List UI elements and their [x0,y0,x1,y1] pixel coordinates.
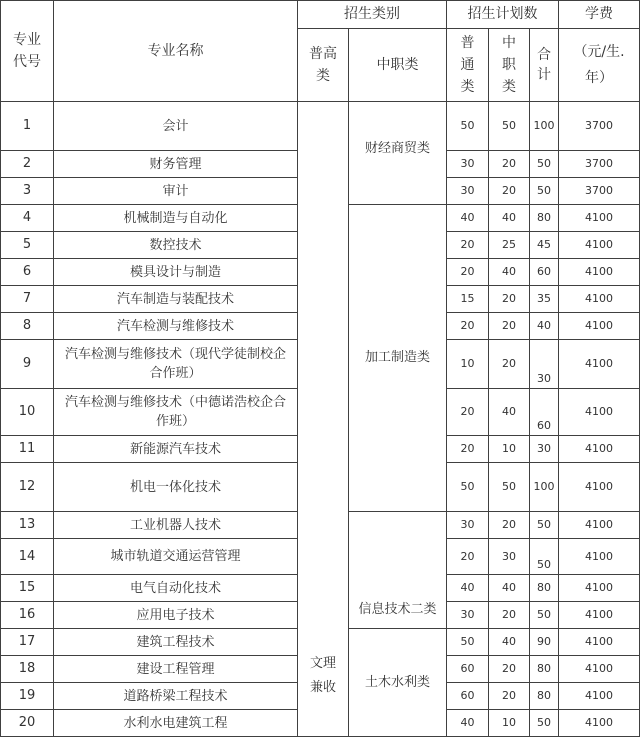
row-major-name [54,463,298,512]
row-plan-general: 60 [447,683,489,710]
row-major-name-text: 新能源汽车技术 [129,441,221,457]
row-plan-total-text: 100 [533,480,555,493]
row-major-name [54,313,298,340]
row-fee: 4100 [559,313,640,340]
col-header-plan-general [447,29,489,102]
col-header-vocational: 中职类 [349,29,447,102]
row-major-name [54,286,298,313]
row-fee: 4100 [559,389,640,436]
row-major-name-text: 电气自动化技术 [129,580,221,596]
row-code: 1 [1,102,54,151]
row-plan-total: 90 [530,629,559,656]
row-fee: 3700 [559,151,640,178]
row-major-name [54,436,298,463]
row-plan-general: 40 [447,710,489,737]
row-plan-total: 80 [530,656,559,683]
row-fee: 4100 [559,602,640,629]
row-fee: 4100 [559,539,640,575]
col-header-code-label: 专业代号 [13,32,41,70]
row-plan-general: 50 [447,463,489,512]
general-category-text: 文理兼收 [309,656,336,695]
row-plan-vocational: 20 [489,683,530,710]
row-plan-general: 20 [447,259,489,286]
row-major-name-text: 汽车检测与维修技术（中德诺浩校企合作班） [64,395,286,429]
row-code: 6 [1,259,54,286]
row-fee: 4100 [559,710,640,737]
row-plan-vocational: 40 [489,259,530,286]
row-major-name [54,656,298,683]
row-plan-vocational: 20 [489,656,530,683]
row-major-name [54,259,298,286]
row-code: 15 [1,575,54,602]
row-major-name-text: 汽车制造与装配技术 [116,291,234,307]
row-plan-general: 10 [447,340,489,389]
row-code: 4 [1,205,54,232]
row-plan-general: 30 [447,512,489,539]
row-plan-general: 60 [447,656,489,683]
row-plan-total: 30 [530,436,559,463]
row-plan-vocational: 40 [489,575,530,602]
row-plan-vocational: 40 [489,389,530,436]
row-plan-vocational: 50 [489,102,530,151]
row-major-name [54,151,298,178]
row-major-name [54,232,298,259]
col-header-plan-general-label: 普通类 [460,35,475,95]
vocational-group-cell: 财经商贸类 [349,102,447,205]
row-major-name-text: 建筑工程技术 [136,634,215,650]
row-plan-vocational: 50 [489,463,530,512]
col-header-fee-unit [559,29,640,102]
row-major-name-text: 建设工程管理 [136,661,215,677]
row-plan-general: 20 [447,436,489,463]
row-plan-total: 60 [530,389,559,436]
row-code: 13 [1,512,54,539]
row-plan-total: 60 [530,259,559,286]
col-header-plan: 招生计划数 [447,1,559,29]
col-header-general-label: 普高类 [309,46,337,84]
row-major-name-text: 财务管理 [149,156,202,172]
row-plan-general: 20 [447,389,489,436]
row-plan-total [530,463,559,512]
row-major-name [54,178,298,205]
row-major-name [54,629,298,656]
col-header-plan-total-label: 合计 [537,47,552,83]
row-code: 12 [1,463,54,512]
row-fee: 3700 [559,102,640,151]
row-plan-total: 35 [530,286,559,313]
vocational-group-cell [349,512,447,629]
row-fee: 4100 [559,232,640,259]
row-code: 5 [1,232,54,259]
col-header-plan-vocational-label: 中职类 [502,35,516,95]
row-plan-vocational: 30 [489,539,530,575]
table-row [1,102,640,151]
row-plan-general: 15 [447,286,489,313]
general-category-cell [298,102,349,737]
row-major-name-text: 会计 [162,118,189,134]
row-plan-total: 40 [530,313,559,340]
row-plan-general: 50 [447,102,489,151]
row-fee: 4100 [559,340,640,389]
vocational-group-cell: 土木水利类 [349,629,447,737]
row-plan-general: 30 [447,151,489,178]
row-fee: 4100 [559,629,640,656]
row-major-name [54,575,298,602]
row-code: 14 [1,539,54,575]
row-plan-general: 50 [447,629,489,656]
row-plan-vocational: 20 [489,512,530,539]
col-header-name: 专业名称 [54,1,298,102]
col-header-category: 招生类别 [298,1,447,29]
row-fee: 4100 [559,656,640,683]
row-plan-vocational: 10 [489,710,530,737]
row-plan-total: 50 [530,539,559,575]
row-plan-vocational: 25 [489,232,530,259]
row-plan-total: 45 [530,232,559,259]
row-plan-general: 40 [447,205,489,232]
row-plan-total [530,102,559,151]
col-header-fee-unit-label: （元/生.年） [573,44,625,86]
row-code: 3 [1,178,54,205]
col-header-plan-total [530,29,559,102]
row-plan-general: 40 [447,575,489,602]
row-fee: 4100 [559,286,640,313]
row-major-name [54,389,298,436]
row-plan-vocational: 40 [489,629,530,656]
row-major-name [54,340,298,389]
row-code: 2 [1,151,54,178]
row-plan-vocational: 20 [489,286,530,313]
vocational-group-cell: 加工制造类 [349,205,447,512]
row-plan-general: 20 [447,313,489,340]
row-code: 18 [1,656,54,683]
row-plan-total-text: 100 [533,119,555,132]
col-header-code [1,1,54,102]
row-major-name-text: 城市轨道交通运营管理 [110,549,241,564]
row-major-name [54,539,298,575]
row-major-name-text: 工业机器人技术 [129,517,221,533]
row-fee: 4100 [559,683,640,710]
row-major-name-text: 机电一体化技术 [129,479,221,495]
row-plan-total: 80 [530,575,559,602]
row-major-name [54,683,298,710]
row-code: 11 [1,436,54,463]
row-fee: 3700 [559,178,640,205]
row-major-name-text: 汽车检测与维修技术（现代学徒制校企合作班） [64,347,286,381]
row-major-name-text: 数控技术 [149,237,202,253]
row-plan-vocational: 20 [489,313,530,340]
row-plan-total: 50 [530,151,559,178]
row-plan-vocational: 20 [489,178,530,205]
row-plan-total: 50 [530,178,559,205]
row-code: 10 [1,389,54,436]
row-plan-total: 50 [530,512,559,539]
col-header-fee: 学费 [559,1,640,29]
row-fee: 4100 [559,205,640,232]
row-major-name-text: 机械制造与自动化 [123,210,228,226]
row-major-name [54,102,298,151]
row-fee: 4100 [559,512,640,539]
row-major-name-text: 模具设计与制造 [129,264,221,280]
header-row-1 [1,1,640,29]
row-major-name [54,512,298,539]
row-fee: 4100 [559,463,640,512]
row-code: 9 [1,340,54,389]
row-plan-vocational: 20 [489,151,530,178]
row-plan-general: 20 [447,539,489,575]
row-major-name-text: 审计 [162,183,189,199]
row-plan-vocational: 40 [489,205,530,232]
row-plan-vocational: 10 [489,436,530,463]
row-fee: 4100 [559,436,640,463]
row-major-name-text: 应用电子技术 [136,607,215,623]
row-fee: 4100 [559,259,640,286]
col-header-plan-vocational [489,29,530,102]
row-plan-general: 20 [447,232,489,259]
row-plan-total: 50 [530,710,559,737]
row-plan-total: 50 [530,602,559,629]
row-code: 7 [1,286,54,313]
row-major-name-text: 水利水电建筑工程 [123,715,228,731]
row-plan-general: 30 [447,178,489,205]
row-major-name [54,602,298,629]
row-major-name [54,710,298,737]
row-plan-vocational: 20 [489,340,530,389]
row-code: 19 [1,683,54,710]
row-plan-total: 80 [530,683,559,710]
row-plan-total: 30 [530,340,559,389]
row-major-name [54,205,298,232]
row-major-name-text: 汽车检测与维修技术 [116,318,234,334]
row-code: 17 [1,629,54,656]
row-major-name-text: 道路桥梁工程技术 [123,688,228,704]
vocational-group-text: 信息技术二类 [358,602,437,617]
row-plan-total: 80 [530,205,559,232]
row-fee: 4100 [559,575,640,602]
row-code: 8 [1,313,54,340]
row-code: 16 [1,602,54,629]
row-plan-general: 30 [447,602,489,629]
row-code: 20 [1,710,54,737]
row-plan-vocational: 20 [489,602,530,629]
col-header-general [298,29,349,102]
